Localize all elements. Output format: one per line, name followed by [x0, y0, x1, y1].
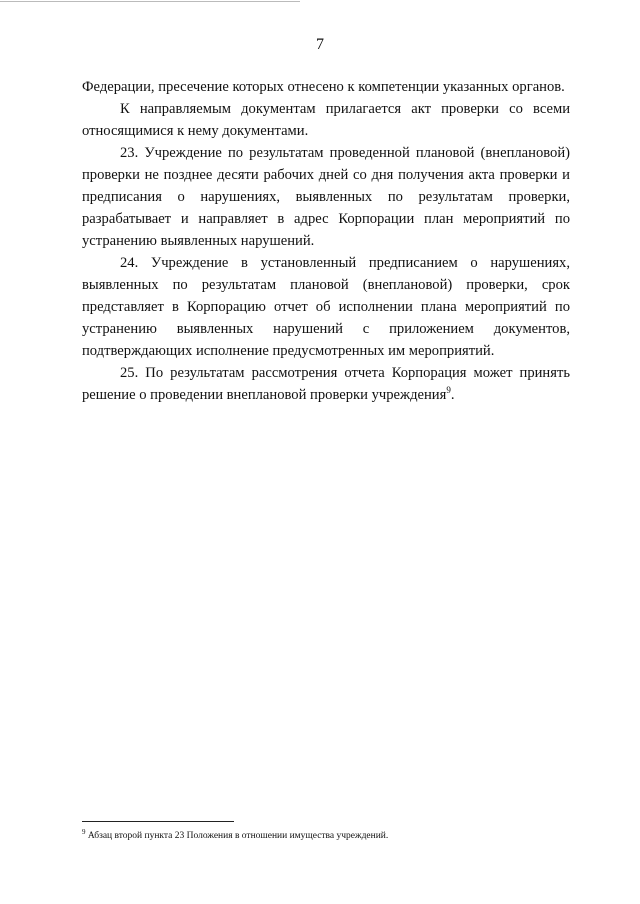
footnote-text: Абзац второй пункта 23 Положения в отношении имущества учреждений.: [85, 831, 389, 841]
paragraph-item-24: [82, 252, 570, 362]
footnote-marker: 9: [82, 827, 86, 836]
paragraph-2: [82, 98, 570, 142]
paragraph-item-25: [82, 362, 570, 406]
paragraph-item-23-text: 23. Учреждение по результатам проведенной плановой (внеплановой) проверки не позднее десяти рабочих дней со дня получения акта проверки и предписания о нарушениях, выявленных по результатам проверки, разрабатывает и направляет в адрес Корпорации план мероприятий по устранению выявленных нарушений.: [82, 145, 570, 249]
paragraph-item-25-text: 25. По результатам рассмотрения отчета Корпорация может принять решение о проведении внеплановой проверки учреждения: [82, 365, 570, 403]
footnote-reference-9: 9: [446, 385, 451, 396]
document-body: [82, 76, 570, 406]
paragraph-item-23: [82, 142, 570, 252]
paragraph-item-24-text: 24. Учреждение в установленный предписанием о нарушениях, выявленных по результатам плановой (внеплановой) проверки, срок представляет в Корпорацию отчет об исполнении плана мероприятий по устранению выявленных нарушений с приложением документов, подтверждающих исполнение предусмотренных им мероприятий.: [82, 255, 570, 359]
paragraph-1-text: Федерации, пресечение которых отнесено к компетенции указанных органов.: [82, 79, 565, 95]
paragraph-2-text: К направляемым документам прилагается акт проверки со всеми относящимися к нему документами.: [82, 101, 570, 139]
footnote-separator: [82, 821, 234, 822]
footnote: [82, 827, 570, 842]
scan-top-edge-line: [0, 1, 300, 2]
paragraph-item-25-end: .: [450, 387, 455, 403]
paragraph-1: [82, 76, 570, 98]
page-number: 7: [316, 36, 324, 53]
